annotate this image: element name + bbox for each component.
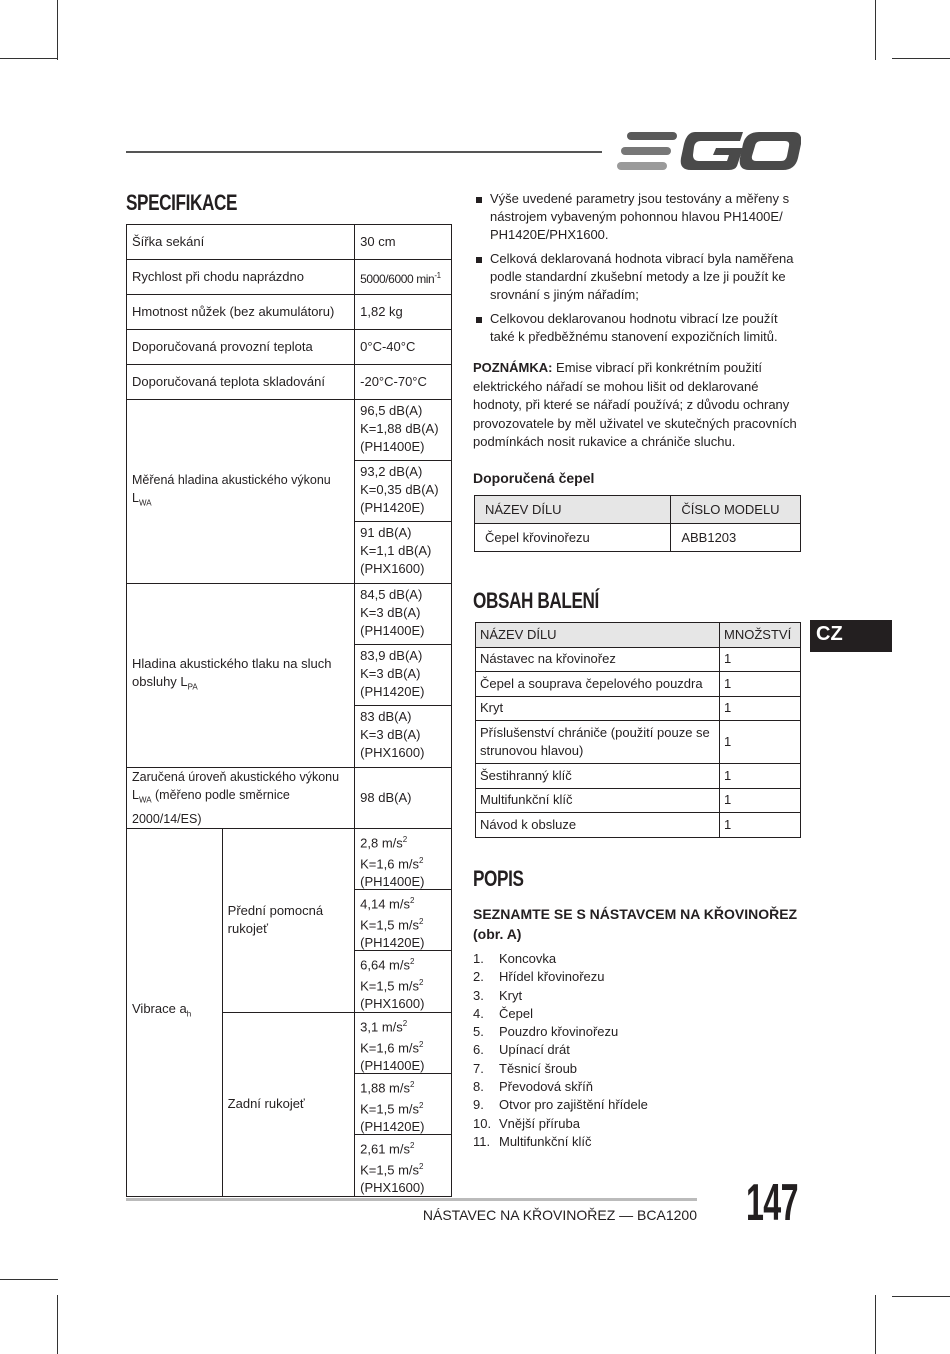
list-item: Výše uvedené parametry jsou testovány a měřeny s nástrojem vybaveným pohonnou hlavou PH1400E/ PH1420E/PHX1600. [474,190,804,244]
spec-label: Rychlost při chodu naprázdno [127,260,355,295]
note-paragraph [473,359,803,452]
spec-value-group [355,1012,452,1196]
column-header: NÁZEV DÍLU [476,623,720,648]
table-row [476,647,801,672]
spec-label: Doporučovaná provozní teplota [127,330,355,365]
table-row [127,584,452,768]
blades-table [474,495,801,552]
list-item: 10. Vnější příruba [473,1115,580,1131]
table-row [476,672,801,697]
table-cell: 1 [720,788,801,813]
spec-table [126,224,452,1197]
spec-value: 2,8 $m/s^2$ K=1,6 $m/s^2$ (PH1400E) [355,829,451,890]
table-cell: 1 [720,764,801,789]
table-cell: 1 [720,696,801,721]
list-item: 6. Upínací drát [473,1042,570,1058]
crop-mark [57,1295,58,1354]
table-cell: 1 [720,813,801,838]
spec-value: 91 dB(A) K=1,1 dB(A) (PHX1600) [360,525,432,576]
language-tab: CZ [810,620,892,652]
table-cell: ABB1203 [671,524,801,552]
spec-value: 83,9 dB(A) K=3 dB(A) (PH1420E) [355,645,451,706]
spec-value: 6,64 $m/s^2$ K=1,5 $m/s^2$ (PHX1600) [360,956,425,1012]
blades-title: Doporučená čepel [473,470,595,486]
spec-value-group [355,584,452,768]
spec-value: 1,82 kg [355,295,452,330]
list-item: 1. Koncovka [473,951,557,966]
spec-value: 93,2 dB(A) K=0,35 dB(A) (PH1420E) [355,461,451,522]
spec-value: 3,1 $m/s^2$ K=1,6 $m/s^2$ (PH1400E) [355,1013,451,1074]
spec-value: -20°C-70°C [355,365,452,400]
column-header: ČÍSLO MODELU [671,496,801,524]
table-row [127,828,452,1012]
spec-value: 1,88 $m/s^2$ K=1,5 $m/s^2$ (PH1420E) [355,1074,451,1135]
table-cell: 1 [720,672,801,697]
header-rule [126,151,602,153]
spec-value: 0°C-40°C [355,330,452,365]
table-cell: 1 [720,647,801,672]
table-row [476,813,801,838]
table-row [127,400,452,584]
table-row [476,721,801,764]
table-cell: Čepel a souprava čepelového pouzdra [476,672,720,697]
spec-value: 2,61 $m/s^2$ K=1,5 $m/s^2$ (PHX1600) [360,1140,425,1196]
description-title: POPIS [473,866,524,891]
list-item: 5. Pouzdro křovinořezu [473,1024,619,1040]
list-item: 8. Převodová skříň [473,1079,593,1095]
spec-label: Hladina akustického tlaku na sluch obsluhy $L_{PA}$ [127,584,355,768]
column-header: MNOŽSTVÍ [720,623,801,648]
spec-label: Měřená hladina akustického výkonu $L_{WA}$ [127,400,355,584]
table-row [127,365,452,400]
crop-mark [57,0,58,60]
parts-list [473,950,648,1151]
note-text: Emise vibrací při konkrétním použití elektrického nářadí se mohou lišit od deklarované hodnoty, při které se nářadí používá; z důvodu ochrany provozovatele by měl uživatel ve skutečných pracovních podmínkách nosit rukavice a chrániče sluchu. [473,360,797,449]
footer-title: NÁSTAVEC NA KŘOVINOŘEZ — BCA1200 [422,1207,697,1223]
spec-value: 84,5 dB(A) K=3 dB(A) (PH1400E) [355,584,451,645]
description-subtitle: SEZNAMTE SE S NÁSTAVCEM NA KŘOVINOŘEZ (obr. A) [473,906,798,942]
column-header: NÁZEV DÍLU [475,496,671,524]
crop-mark [0,58,58,59]
crop-mark [0,1279,58,1280]
crop-mark [875,0,876,60]
footer-rule [126,1198,697,1201]
table-cell: Čepel křovinořezu [475,524,671,552]
table-cell: 1 [720,721,801,764]
spec-value: 96,5 dB(A) K=1,88 dB(A) (PH1400E) [355,400,451,461]
table-row [127,330,452,365]
table-header-row [476,623,801,648]
table-cell: Kryt [476,696,720,721]
table-cell: Návod k obsluze [476,813,720,838]
table-header-row [475,496,801,524]
spec-value: 4,14 $m/s^2$ K=1,5 $m/s^2$ (PH1420E) [355,890,451,951]
bullet-list [474,190,804,352]
list-item: 7. Těsnicí šroub [473,1060,578,1076]
spec-label: Hmotnost nůžek (bez akumulátoru) [127,295,355,330]
table-row [476,696,801,721]
list-item: 2. Hřídel křovinořezu [473,969,605,985]
spec-label: Zaručená úroveň akustického výkonu $L_{WA}$ (měřeno podle směrnice 2000/14/ES) [127,768,355,829]
table-cell: Nástavec na křovinořez [476,647,720,672]
table-row [127,260,452,295]
list-item: 9. Otvor pro zajištění hřídele [473,1097,648,1113]
ego-logo [617,130,801,172]
list-item: 4. Čepel [473,1005,533,1021]
spec-title: SPECIFIKACE [126,190,238,215]
table-cell: Příslušenství chrániče (použití pouze se strunovou hlavou) [476,721,720,764]
table-cell: Šestihranný klíč [476,764,720,789]
spec-value: 98 dB(A) [355,768,452,829]
spec-value: 83 dB(A) K=3 dB(A) (PHX1600) [360,709,425,760]
spec-sublabel: Přední pomocná rukojeť [222,828,354,1012]
table-row [476,764,801,789]
spec-value-group [355,400,452,584]
list-item: Celkovou deklarovanou hodnotu vibrací lze použít také k předběžnému stanovení expozičních limitů. [474,310,804,346]
list-item: Celková deklarovaná hodnota vibrací byla naměřena podle standardní zkušební metody a lze ji použít ke srovnání s jiným nářadím; [474,250,804,304]
list-item: 11. Multifunkční klíč [473,1133,592,1149]
spec-value: 30 cm [355,225,452,260]
page-number: 147 [746,1174,798,1232]
crop-mark [892,58,950,59]
table-row [127,768,452,829]
spec-label: Šířka sekání [127,225,355,260]
table-row [476,788,801,813]
note-label: POZNÁMKA: [473,360,553,375]
package-title: OBSAH BALENÍ [473,588,599,613]
crop-mark [892,1296,950,1297]
table-row [475,524,801,552]
table-cell: Multifunkční klíč [476,788,720,813]
package-table [475,622,801,838]
spec-label: Vibrace $a_h$ [127,828,223,1196]
crop-mark [875,1295,876,1354]
table-row [127,295,452,330]
list-item: 3. Kryt [473,987,523,1003]
table-row [127,225,452,260]
spec-value-group [355,828,452,1012]
spec-label: Doporučovaná teplota skladování [127,365,355,400]
spec-value: 5000/6000 $\min^{-1}$ [355,260,452,295]
spec-sublabel: Zadní rukojeť [222,1012,354,1196]
